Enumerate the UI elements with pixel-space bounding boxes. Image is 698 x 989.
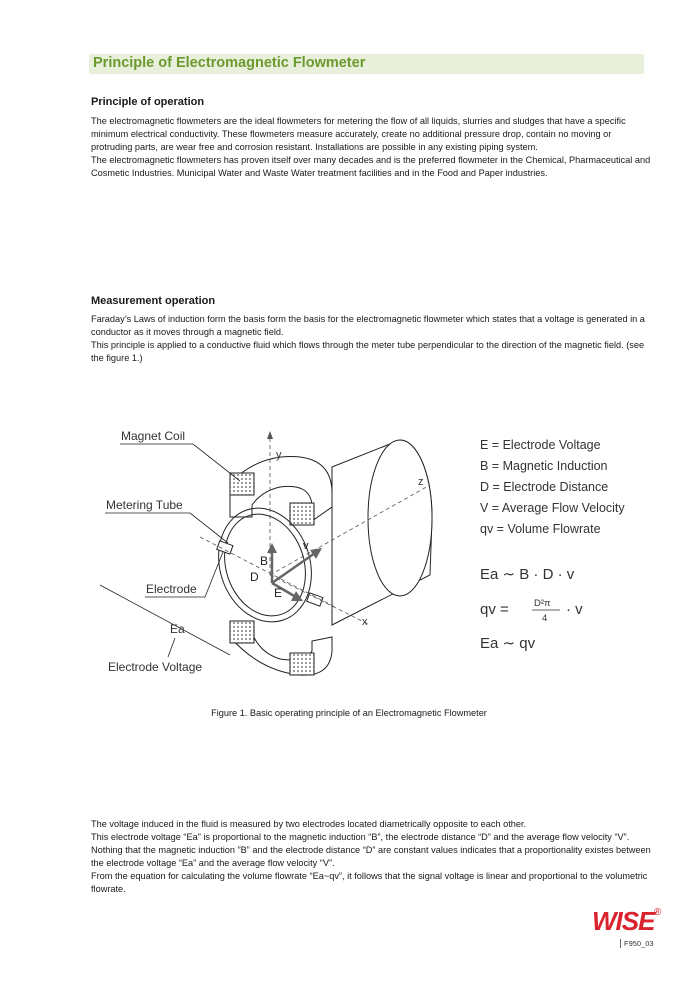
paragraph: The electromagnetic flowmeters are the ideal flowmeters for metering the flow of all liquids, slurries and sludges that have a specific minimum electrical conductivity. These flowmeters measure accurately, create no additional pressure drop, contain no moving or protruding parts, are wear free and corrosion resistant. Installations are possible in any existing piping system. bbox=[91, 116, 626, 152]
symbol-legend bbox=[480, 438, 625, 536]
legend-item: E = Electrode Voltage bbox=[480, 438, 601, 452]
logo-text: WISE bbox=[592, 906, 655, 936]
legend-item: V = Average Flow Velocity bbox=[480, 501, 625, 515]
paragraph: The voltage induced in the fluid is measured by two electrodes located diametrically opposite to each other. bbox=[91, 819, 527, 829]
section-principle-body bbox=[91, 115, 651, 180]
label-ea: Ea bbox=[170, 622, 185, 636]
section-explanation-body bbox=[91, 818, 657, 896]
equation-ea-proportional: Ea ∼ B · D · v bbox=[480, 566, 575, 583]
page-title: Principle of Electromagnetic Flowmeter bbox=[93, 55, 366, 71]
label-electrode: Electrode bbox=[146, 582, 197, 596]
logo-registered-mark: ® bbox=[654, 907, 662, 918]
equation-qv-numerator: D²π bbox=[534, 598, 551, 609]
equation-ea-qv: Ea ∼ qv bbox=[480, 635, 536, 652]
axis-x-label: x bbox=[362, 616, 368, 628]
paragraph: This electrode voltage “Ea” is proportional to the magnetic induction “B”, the electrode distance “D” and the average flow velocity “V”. Nothing that the magnetic induction ”B” and the electrode distance “D” are constant values indicates that a proportionality existes between the electrode voltage “Ea” and the average flow velocity “V”. bbox=[91, 832, 651, 868]
vector-v-label: v bbox=[303, 540, 309, 552]
vector-d-label: D bbox=[250, 570, 259, 584]
title-bar bbox=[89, 54, 644, 74]
page-code-text: F950_03 bbox=[624, 939, 654, 948]
wise-logo bbox=[592, 904, 664, 938]
page-code bbox=[620, 939, 654, 948]
figure-caption: Figure 1. Basic operating principle of an Electromagnetic Flowmeter bbox=[211, 708, 487, 718]
flowmeter-diagram bbox=[100, 425, 660, 695]
section-heading-principle: Principle of operation bbox=[91, 96, 205, 108]
equation-qv-denominator: 4 bbox=[542, 613, 548, 624]
vector-b-label: B bbox=[260, 554, 269, 568]
axis-z-label: z bbox=[418, 476, 424, 488]
section-measurement-body bbox=[91, 313, 651, 365]
vector-e-label: E bbox=[274, 586, 283, 600]
legend-item: D = Electrode Distance bbox=[480, 480, 609, 494]
pipe-body bbox=[332, 440, 432, 625]
label-metering-tube: Metering Tube bbox=[106, 498, 183, 512]
label-magnet-coil: Magnet Coil bbox=[121, 429, 186, 443]
equation-qv-left: qv = bbox=[480, 601, 509, 618]
legend-item: qv = Volume Flowrate bbox=[480, 522, 601, 536]
label-electrode-voltage: Electrode Voltage bbox=[108, 660, 203, 674]
paragraph: Faraday’s Laws of induction form the basis form the basis for the electromagnetic flowmeter which states that a voltage is generated in a conductor as it moves through a magnetic field. bbox=[91, 314, 645, 337]
page-code-divider bbox=[620, 939, 621, 948]
section-heading-measurement: Measurement operation bbox=[91, 295, 216, 307]
paragraph: This principle is applied to a conductive fluid which flows through the meter tube perpendicular to the direction of the magnetic field. (see the figure 1.) bbox=[91, 340, 645, 363]
axis-y-label: y bbox=[276, 449, 282, 461]
equation-qv-right: · v bbox=[566, 601, 583, 618]
paragraph: From the equation for calculating the volume flowrate “Ea~qv”, it follows that the signal voltage is linear and proportional to the volumetric flowrate. bbox=[91, 871, 648, 894]
paragraph: The electromagnetic flowmeters has proven itself over many decades and is the preferred flowmeter in the Chemical, Pharmaceutical and Cosmetic Industries. Municipal Water and Waste Water treatment facilities and in the Food and Paper industries. bbox=[91, 155, 651, 178]
lower-magnet-coil bbox=[230, 621, 332, 675]
electrode-left bbox=[217, 541, 233, 554]
equations bbox=[480, 566, 583, 652]
legend-item: B = Magnetic Induction bbox=[480, 459, 608, 473]
